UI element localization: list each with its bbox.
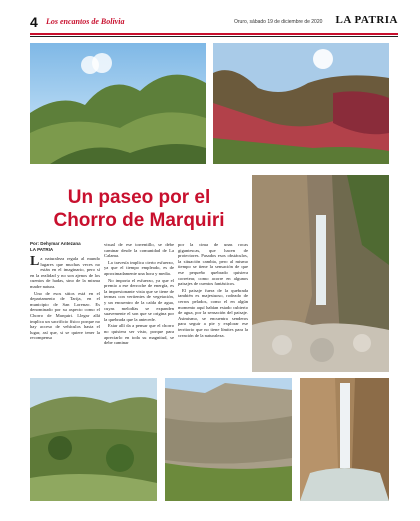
col2-paragraph-2: La travesía implica cierto esfuerzo, ya que el tiempo empleado, es de aproximadamente una hora y media. — [104, 259, 174, 276]
section-name: Los encantos de Bolivia — [46, 17, 125, 26]
byline-outlet: LA PATRIA — [30, 247, 54, 252]
photo-red-mountain — [213, 43, 389, 164]
photo-valley-trees — [30, 378, 157, 501]
col3-paragraph-2: El paisaje fuera de la quebrada también es majestuoso, rodeado de cerros pelados, como el en algún momento aquí habían estado cubierto de agua, por la sensación del paisaje. Asimismo, se encuentra senderos para seguir a pie y explorar ese territorio que no tiene límites para la creación de la naturaleza. — [178, 287, 248, 338]
masthead: LA PATRIA — [335, 14, 398, 26]
date-line: Oruro, sábado 19 de diciembre de 2020 — [234, 19, 323, 25]
header-rule — [30, 33, 398, 35]
title-line-2: Chorro de Marquiri — [53, 210, 225, 231]
page-header — [30, 14, 398, 32]
col2-paragraph-3: No importa el esfuerzo, ya que el premio a ese derroche de energía, es la impresionante vista que se tiene de termas con vertientes de vegetación, y un encuentro de la caída de agua, cuyas melodías se expanden suavemente el son que se origina por la quebrada que la antecede. — [104, 277, 174, 322]
byline-name: Por: Dehymar Antezana — [30, 241, 81, 246]
text-column-3 — [178, 242, 248, 339]
text-column-1 — [30, 256, 100, 342]
col2-paragraph-1: visual de ese torrentillo, se debe caminar desde la comunidad de La Calama. — [104, 242, 174, 259]
photo-green-hills — [30, 43, 206, 164]
photo-canyon-waterfall — [252, 175, 389, 372]
title-line-1: Un paseo por el — [67, 187, 211, 208]
col1-paragraph-1: La naturaleza regala al mundo lugares que muchas veces no están en el imaginario, pero sí en la realidad y no son ajenos de los cuentos de hadas, sino de la misma madre natura. — [30, 254, 100, 289]
text-column-2 — [104, 242, 174, 347]
col3-paragraph-1: por la cima de unas rocas gigantescas, que hacen de protectores. Pasados esos obstáculos, la situación cambia, pero al mismo tiempo se tiene la sensación de que ese pequeño quebrado quisiera corretear, como acorre en algunos paisajes de cuentos fantásticos. — [178, 242, 248, 287]
header-rule-thin — [30, 36, 398, 37]
page-number: 4 — [30, 14, 38, 30]
col1-paragraph-2: Uno de esos sitios está en el departamento de Tarija, en el municipio de San Lorenzo. Es denominado por su aspecto como el Chorro de Marquiri. Llegar allá implica un sacrificio físico porque no hay acceso de vehículos hasta el lugar, así que, si se quiere tener la recompensa — [30, 290, 100, 341]
drop-cap: L — [30, 254, 40, 269]
photo-cliff-wall — [165, 378, 292, 501]
article-title — [30, 186, 248, 232]
byline — [30, 241, 81, 253]
col2-paragraph-4: Estar allí da a pensar que el chorro no quisiera ser visto, porque para apreciarlo en toda su magnitud, se debe caminar — [104, 323, 174, 346]
photo-falls-pool — [300, 378, 389, 501]
